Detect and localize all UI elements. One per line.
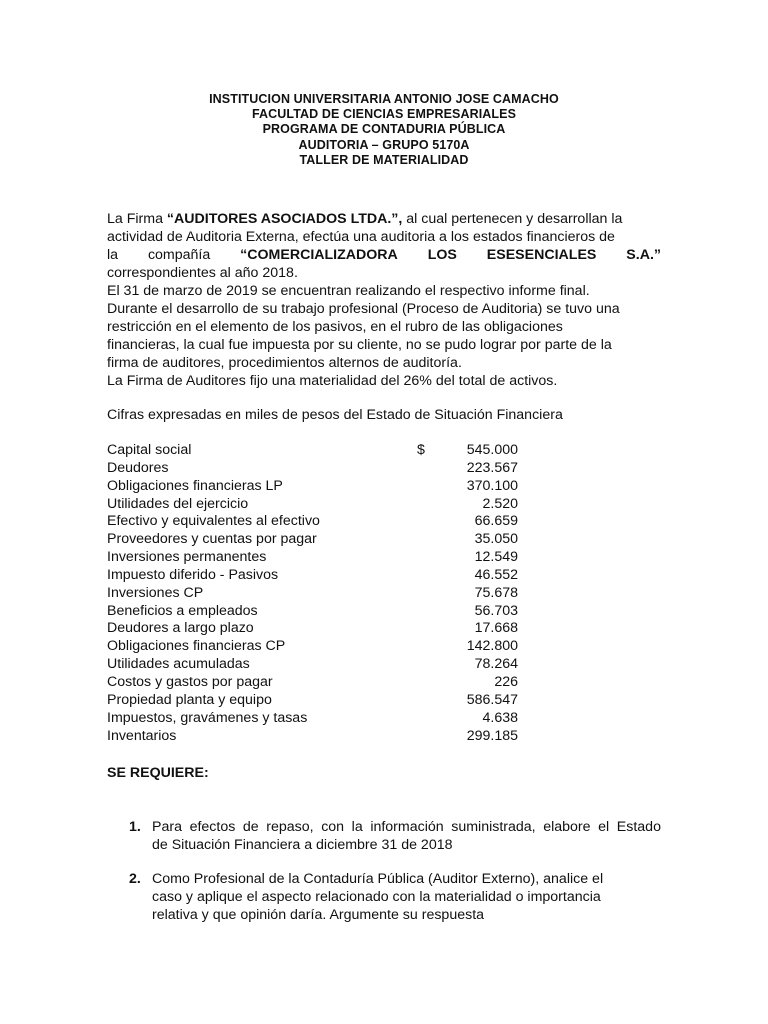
account-value: 35.050: [474, 531, 518, 548]
account-row: [107, 603, 527, 621]
account-label: Propiedad planta y equipo: [107, 691, 272, 708]
header-faculty: FACULTAD DE CIENCIAS EMPRESARIALES: [251, 107, 517, 122]
header-course: AUDITORIA – GRUPO 5170A: [298, 137, 470, 152]
intro-line-1: [107, 210, 661, 228]
company-name: S.A.”: [626, 247, 661, 263]
account-row: [107, 478, 527, 496]
requirement-number: 1.: [129, 819, 141, 835]
intro-text: al cual pertenecen y desarrollan la: [402, 211, 623, 227]
figures-intro: Cifras expresadas en miles de pesos del Estado de Situación Financiera: [107, 407, 563, 423]
account-value: 370.100: [466, 477, 518, 494]
account-row: [107, 620, 527, 638]
account-value: 46.552: [474, 566, 518, 583]
header-program: PROGRAMA DE CONTADURIA PÚBLICA: [262, 122, 506, 137]
requirements-title: SE REQUIERE:: [107, 765, 209, 781]
account-value: 545.000: [466, 442, 518, 458]
account-row: [107, 442, 527, 460]
account-label: Costos y gastos por pagar: [107, 673, 273, 690]
account-label: Obligaciones financieras CP: [107, 638, 286, 655]
account-value: 17.668: [474, 620, 518, 637]
account-label: Impuestos, gravámenes y tasas: [107, 709, 308, 726]
intro-line-5: El 31 de marzo de 2019 se encuentran realizando el respectivo informe final.: [107, 283, 590, 299]
account-row: [107, 496, 527, 514]
header-title: TALLER DE MATERIALIDAD: [299, 152, 469, 167]
company-name: ESESENCIALES: [486, 247, 597, 263]
account-row: [107, 513, 527, 531]
document-header: [0, 92, 768, 168]
intro-line-10: La Firma de Auditores fijo una materialidad del 26% del total de activos.: [107, 373, 558, 389]
company-name: LOS: [427, 247, 457, 263]
intro-line-4: correspondientes al año 2018.: [107, 265, 298, 281]
account-row: [107, 710, 527, 728]
account-row: [107, 460, 527, 478]
account-value: 142.800: [466, 638, 518, 655]
account-value: 299.185: [466, 727, 518, 744]
requirement-text: Como Profesional de la Contaduría Pública (Auditor Externo), analice el caso y aplique el aspecto relacionado con la materialidad o importancia relativa y que opinión daría. Argumente su respuesta: [152, 871, 604, 923]
company-name: “COMERCIALIZADORA: [240, 247, 398, 263]
account-label: Efectivo y equivalentes al efectivo: [107, 513, 320, 530]
account-label: Inversiones permanentes: [107, 549, 267, 566]
account-label: Capital social: [107, 442, 192, 458]
account-label: Impuesto diferido - Pasivos: [107, 566, 279, 583]
account-label: Utilidades del ejercicio: [107, 495, 249, 512]
requirement-text: Para efectos de repaso, con la información suministrada, elabore el Estado de Situación Financiera a diciembre 31 de 2018: [152, 819, 661, 853]
account-label: Inversiones CP: [107, 584, 204, 601]
account-row: [107, 549, 527, 567]
intro-paragraph: [107, 210, 661, 390]
account-label: Inventarios: [107, 727, 177, 744]
intro-line-9: firma de auditores, procedimientos alternos de auditoría.: [107, 355, 462, 371]
account-value: 223.567: [466, 459, 518, 476]
account-label: Obligaciones financieras LP: [107, 477, 283, 494]
account-row: [107, 567, 527, 585]
account-value: 78.264: [474, 656, 518, 673]
header-institution: INSTITUCION UNIVERSITARIA ANTONIO JOSE CAMACHO: [209, 92, 559, 106]
account-value: 12.549: [474, 549, 518, 566]
account-value: 56.703: [474, 602, 518, 619]
firm-name: “AUDITORES ASOCIADOS LTDA.”,: [166, 211, 403, 227]
account-label: Beneficios a empleados: [107, 602, 258, 619]
account-row: [107, 728, 527, 746]
requirement-number: 2.: [129, 871, 141, 887]
intro-line-6: Durante el desarrollo de su trabajo profesional (Proceso de Auditoria) se tuvo una: [107, 301, 620, 317]
intro-text: La Firma: [107, 211, 167, 227]
account-value: 66.659: [474, 513, 518, 530]
intro-line-7: restricción en el elemento de los pasivos, en el rubro de las obligaciones: [107, 319, 563, 335]
account-value: 226: [494, 673, 518, 690]
intro-line-8: financieras, la cual fue impuesta por su cliente, no se pudo lograr por parte de la: [107, 337, 612, 353]
account-value: 75.678: [474, 584, 518, 601]
account-label: Utilidades acumuladas: [107, 656, 250, 673]
intro-line-2: actividad de Auditoria Externa, efectúa una auditoria a los estados financieros de: [107, 229, 615, 245]
accounts-table: [107, 442, 527, 745]
account-row: [107, 692, 527, 710]
account-row: [107, 638, 527, 656]
account-label: Deudores a largo plazo: [107, 620, 254, 637]
account-row: [107, 656, 527, 674]
account-row: [107, 531, 527, 549]
account-value: 2.520: [482, 495, 518, 512]
account-row: [107, 674, 527, 692]
currency-symbol: $: [417, 442, 425, 458]
account-value: 4.638: [482, 709, 518, 726]
account-value: 586.547: [466, 691, 518, 708]
account-label: Proveedores y cuentas por pagar: [107, 531, 317, 548]
account-row: [107, 585, 527, 603]
account-label: Deudores: [107, 459, 169, 476]
intro-line-3: la compañía “COMERCIALIZADORA LOS ESESENCIALES S.A.”: [107, 247, 661, 263]
